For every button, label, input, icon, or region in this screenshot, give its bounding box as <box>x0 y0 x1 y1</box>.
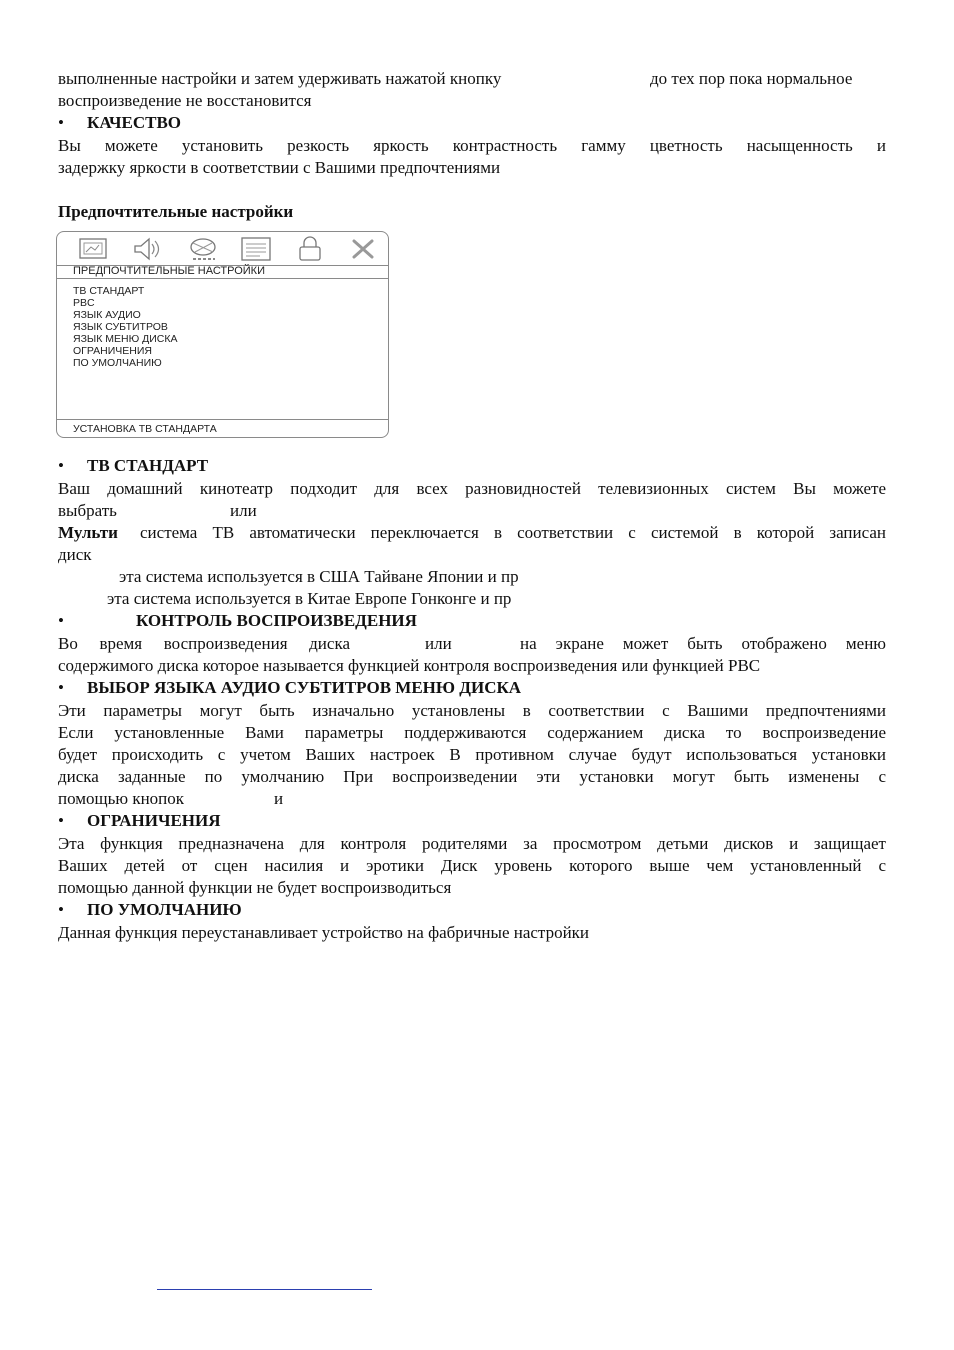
quality-line-2: задержку яркости в соответствии с Вашими предпочтениями <box>58 158 501 177</box>
section-tv-standard-title: • ТВ СТАНДАРТ <box>58 456 209 475</box>
tv-line-3: Мульти система ТВ автоматически переключается в соответствии с системой в которой записан <box>58 523 886 542</box>
defaults-line-1: Данная функция переустанавливает устройство на фабричные настройки <box>58 923 590 942</box>
osd-item-subtitle-language[interactable]: ЯЗЫК СУБТИТРОВ <box>73 321 168 333</box>
section-quality-title: • КАЧЕСТВО <box>58 113 182 132</box>
quality-line-1: Вы можете установить резкость яркость контрастность гамму цветность насыщенность и <box>58 136 886 155</box>
osd-menu-list <box>73 285 177 369</box>
tv-line-4: диск <box>58 545 92 564</box>
preferences-heading: Предпочтительные настройки <box>58 202 294 221</box>
lang-line-5: помощью кнопок и <box>58 789 284 808</box>
preference-page-icon <box>239 235 273 263</box>
osd-title: ПРЕДПОЧТИТЕЛЬНЫЕ НАСТРОЙКИ <box>73 265 265 277</box>
osd-item-restrictions[interactable]: ОГРАНИЧЕНИЯ <box>73 345 153 357</box>
osd-item-defaults[interactable]: ПО УМОЛЧАНИЮ <box>73 357 162 369</box>
tv-line-ntsc: эта система используется в США Тайване Японии и пр <box>119 567 519 586</box>
lang-line-2: Если установленные Вами параметры поддерживаются содержанием диска то воспроизведение <box>58 723 886 742</box>
section-language-title: • ВЫБОР ЯЗЫКА АУДИО СУБТИТРОВ МЕНЮ ДИСКА <box>58 678 522 697</box>
disc-video-icon <box>187 235 221 263</box>
section-defaults-title: • ПО УМОЛЧАНИЮ <box>58 900 242 919</box>
section-restrictions-title: • ОГРАНИЧЕНИЯ <box>58 811 221 830</box>
lang-line-1: Эти параметры могут быть изначально установлены в соответствии с Вашими предпочтениями <box>58 701 886 720</box>
pbc-line-2: содержимого диска которое называется функцией контроля воспроизведения или функцией PBC <box>58 656 761 675</box>
lang-line-4: диска заданные по умолчанию При воспроизведении эти установки могут быть изменены с <box>58 767 886 786</box>
restrict-line-1: Эта функция предназначена для контроля родителями за просмотром детьми дисков и защищает <box>58 834 886 853</box>
osd-item-tv-standard[interactable]: ТВ СТАНДАРТ <box>73 285 145 297</box>
pbc-line-1: Во время воспроизведения диска или на экране может быть отображено меню <box>58 634 886 653</box>
tv-line-1: Ваш домашний кинотеатр подходит для всех разновидностей телевизионных систем Вы можете <box>58 479 886 498</box>
restrict-line-3: помощью данной функции не будет воспроизводиться <box>58 878 452 897</box>
osd-item-audio-language[interactable]: ЯЗЫК АУДИО <box>73 309 141 321</box>
exit-icon <box>347 235 381 263</box>
intro-line-2: воспроизведение не восстановится <box>58 91 312 110</box>
osd-icon-bar <box>77 235 377 265</box>
audio-speaker-icon <box>131 235 165 263</box>
osd-status-text: УСТАНОВКА ТВ СТАНДАРТА <box>73 423 217 435</box>
document-body-2 <box>58 455 886 944</box>
osd-item-pbc[interactable]: PBC <box>73 297 95 309</box>
tv-line-pal: эта система используется в Китае Европе Гонконге и пр <box>107 589 512 608</box>
osd-item-disc-menu-language[interactable]: ЯЗЫК МЕНЮ ДИСКА <box>73 333 178 345</box>
footer-link-underline[interactable] <box>157 1289 372 1290</box>
tv-setup-icon <box>77 235 111 263</box>
section-pbc-title: • КОНТРОЛЬ ВОСПРОИЗВЕДЕНИЯ <box>58 611 417 630</box>
document-body <box>58 68 886 225</box>
restrict-line-2: Ваших детей от сцен насилия и эротики Диск уровень которого выше чем установленный с <box>58 856 886 875</box>
osd-preferences-menu <box>56 231 389 438</box>
intro-line-1: выполненные настройки и затем удерживать нажатой кнопку до тех пор пока нормальное <box>58 69 853 88</box>
lock-icon <box>293 235 327 263</box>
lang-line-3: будет происходить с учетом Ваших настроек В противном случае будут использоваться установки <box>58 745 886 764</box>
tv-line-2: выбрать или <box>58 501 257 520</box>
